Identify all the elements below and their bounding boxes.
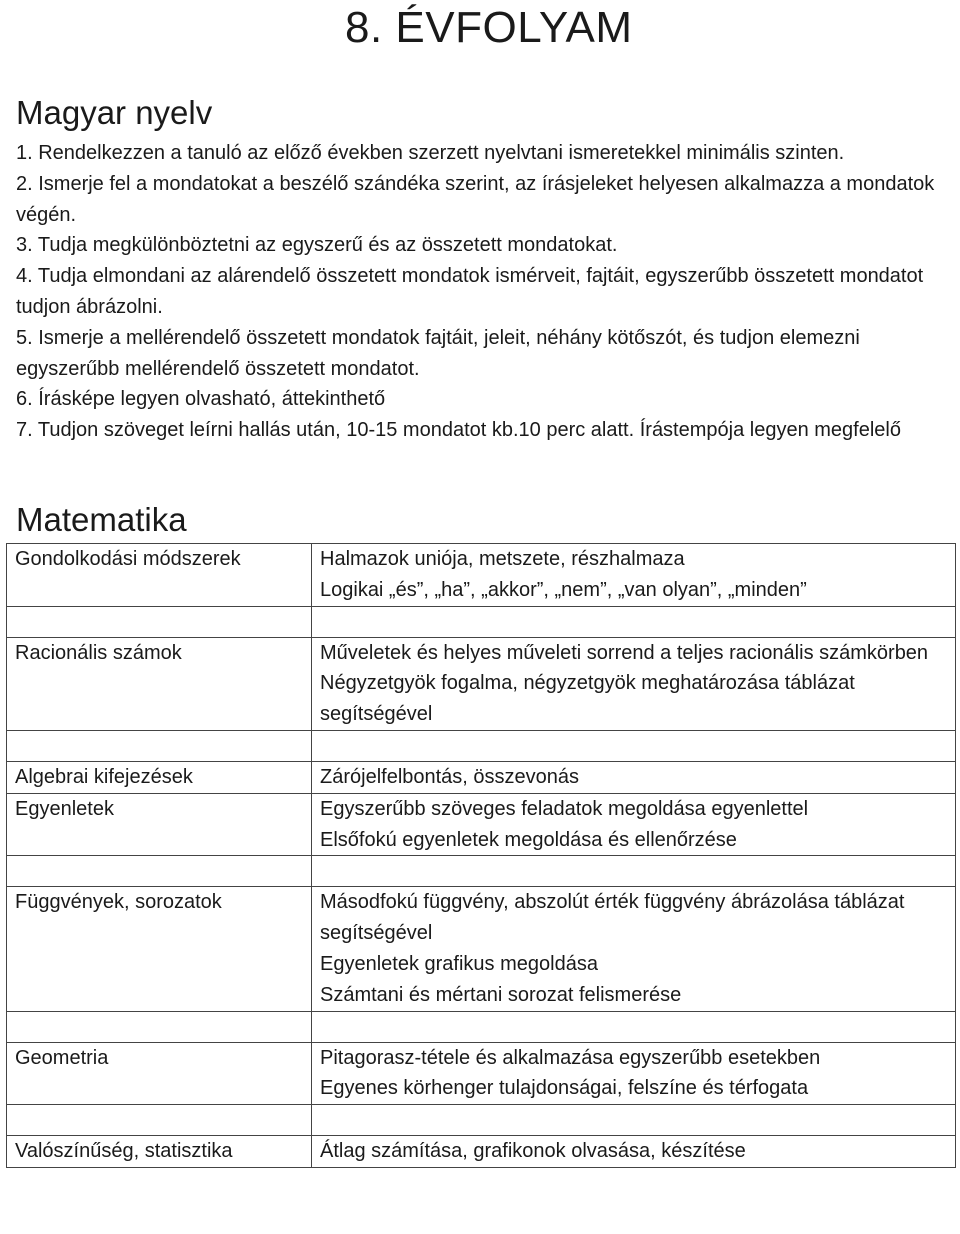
content-cell — [312, 887, 956, 1011]
table-spacer-row — [7, 1011, 956, 1042]
table-spacer-row — [7, 730, 956, 761]
content-cell — [312, 793, 956, 856]
content-line: Egyszerűbb szöveges feladatok megoldása egyenlettel — [320, 797, 809, 820]
content-line: Halmazok uniója, metszete, részhalmaza — [320, 548, 685, 570]
topic-cell: Racionális számok — [7, 637, 312, 730]
topic-cell: Függvények, sorozatok — [7, 887, 312, 1011]
topic-cell: Egyenletek — [7, 793, 312, 856]
topic-cell: Valószínűség, statisztika — [7, 1136, 312, 1168]
math-section-title: Matematika — [16, 501, 187, 538]
content-line: Négyzetgyök fogalma, négyzetgyök meghatározása táblázat segítségével — [320, 672, 855, 726]
topic-cell: Algebrai kifejezések — [7, 761, 312, 793]
content-line: Másodfokú függvény, abszolút érték függvény ábrázolása táblázat segítségével — [320, 891, 905, 945]
content-line: Műveletek és helyes műveleti sorrend a teljes racionális számkörben — [320, 641, 929, 664]
content-cell — [312, 637, 956, 730]
content-line: Elsőfokú egyenletek megoldása és ellenőrzése — [320, 828, 737, 851]
math-topics-table — [6, 543, 956, 1168]
list-item: 1. Rendelkezzen a tanuló az előző években szerzett nyelvtani ismeretekkel minimális szinten. — [16, 142, 845, 164]
table-spacer-row — [7, 856, 956, 887]
topic-cell: Gondolkodási módszerek — [7, 544, 312, 607]
content-line: Egyenletek grafikus megoldása — [320, 952, 598, 975]
content-line: Egyenes körhenger tulajdonságai, felszíne és térfogata — [320, 1077, 809, 1100]
page-title: 8. ÉVFOLYAM — [345, 3, 633, 52]
content-line: Pitagorasz-tétele és alkalmazása egyszerűbb esetekben — [320, 1046, 821, 1069]
table-row — [7, 887, 956, 1011]
content-cell — [312, 1136, 956, 1168]
hungarian-requirements-list — [16, 138, 951, 446]
hungarian-section-title: Magyar nyelv — [16, 94, 213, 131]
content-line: Átlag számítása, grafikonok olvasása, készítése — [320, 1140, 746, 1163]
table-spacer-row — [7, 606, 956, 637]
content-line: Zárójelfelbontás, összevonás — [320, 765, 580, 788]
content-cell — [312, 544, 956, 607]
topic-cell: Geometria — [7, 1042, 312, 1105]
list-item: 2. Ismerje fel a mondatokat a beszélő szándéka szerint, az írásjeleket helyesen alkalmazza a mondatok végén. — [16, 172, 935, 226]
table-row — [7, 544, 956, 607]
content-cell — [312, 761, 956, 793]
table-row — [7, 637, 956, 730]
list-item: 5. Ismerje a mellérendelő összetett mondatok fajtáit, jeleit, néhány kötőszót, és tudjon elemezni egyszerűbb mellérendelő összetett mondatot. — [16, 326, 860, 380]
list-item: 4. Tudja elmondani az alárendelő összetett mondatok ismérveit, fajtáit, egyszerűbb összetett mondatot tudjon ábrázolni. — [16, 265, 924, 318]
content-cell — [312, 1042, 956, 1105]
list-item: 6. Írásképe legyen olvasható, áttekinthető — [16, 388, 386, 411]
content-line: Logikai „és”, „ha”, „akkor”, „nem”, „van olyan”, „minden” — [320, 578, 807, 601]
list-item: 7. Tudjon szöveget leírni hallás után, 10-15 mondatot kb.10 perc alatt. Írástempója legyen megfelelő — [16, 419, 901, 442]
list-item: 3. Tudja megkülönböztetni az egyszerű és az összetett mondatokat. — [16, 234, 618, 257]
table-row — [7, 1042, 956, 1105]
table-row — [7, 761, 956, 793]
table-row — [7, 1136, 956, 1168]
table-spacer-row — [7, 1105, 956, 1136]
content-line: Számtani és mértani sorozat felismerése — [320, 983, 682, 1006]
table-row — [7, 793, 956, 856]
